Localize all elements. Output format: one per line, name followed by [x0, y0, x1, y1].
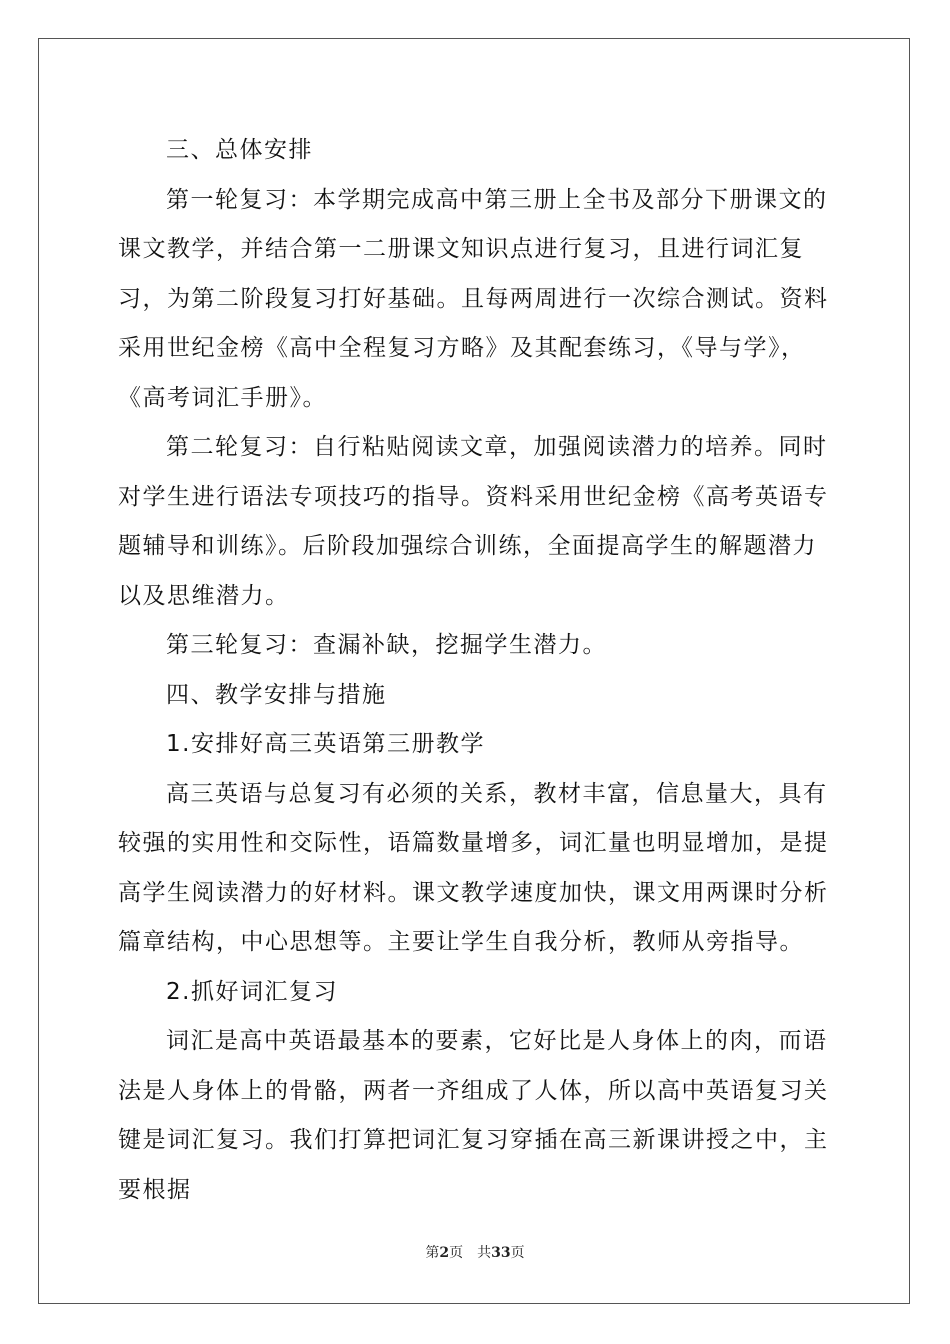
paragraph: 第一轮复习：本学期完成高中第三册上全书及部分下册课文的课文教学，并结合第一二册课文知识点进行复习，且进行词汇复习，为第二阶段复习打好基础。且每两周进行一次综合测试。资料采用世纪金榜《高中全程复习方略》及其配套练习，《导与学》，《高考词汇手册》。: [118, 186, 829, 411]
document-body: [118, 126, 832, 1215]
paragraph: 第二轮复习：自行粘贴阅读文章，加强阅读潜力的培养。同时对学生进行语法专项技巧的指导。资料采用世纪金榜《高考英语专题辅导和训练》。后阶段加强综合训练，全面提高学生的解题潜力以及思维潜力。: [118, 434, 829, 609]
footer-total-prefix: 共: [477, 1245, 492, 1261]
page-number: 2: [439, 1245, 450, 1261]
footer-total-suffix: 页: [510, 1245, 525, 1261]
subsection-heading: 1.安排好高三英语第三册教学: [166, 731, 485, 757]
paragraph: 第三轮复习：查漏补缺，挖掘学生潜力。: [166, 632, 607, 658]
footer-prefix: 第: [425, 1245, 440, 1261]
subsection-heading: 2.抓好词汇复习: [166, 978, 338, 1005]
section-heading: 三、总体安排: [166, 137, 313, 163]
page-footer: [0, 1242, 950, 1262]
section-heading: 四、教学安排与措施: [166, 681, 387, 708]
total-pages: 33: [491, 1245, 511, 1261]
paragraph: 词汇是高中英语最基本的要素，它好比是人身体上的肉，而语法是人身体上的骨骼，两者一齐组成了人体，所以高中英语复习关键是词汇复习。我们打算把词汇复习穿插在高三新课讲授之中，主要根据: [118, 1028, 829, 1203]
paragraph: 高三英语与总复习有必须的关系，教材丰富，信息量大，具有较强的实用性和交际性，语篇数量增多，词汇量也明显增加，是提高学生阅读潜力的好材料。课文教学速度加快，课文用两课时分析篇章结构，中心思想等。主要让学生自我分析，教师从旁指导。: [118, 780, 829, 955]
footer-page-suffix: 页: [449, 1245, 464, 1261]
